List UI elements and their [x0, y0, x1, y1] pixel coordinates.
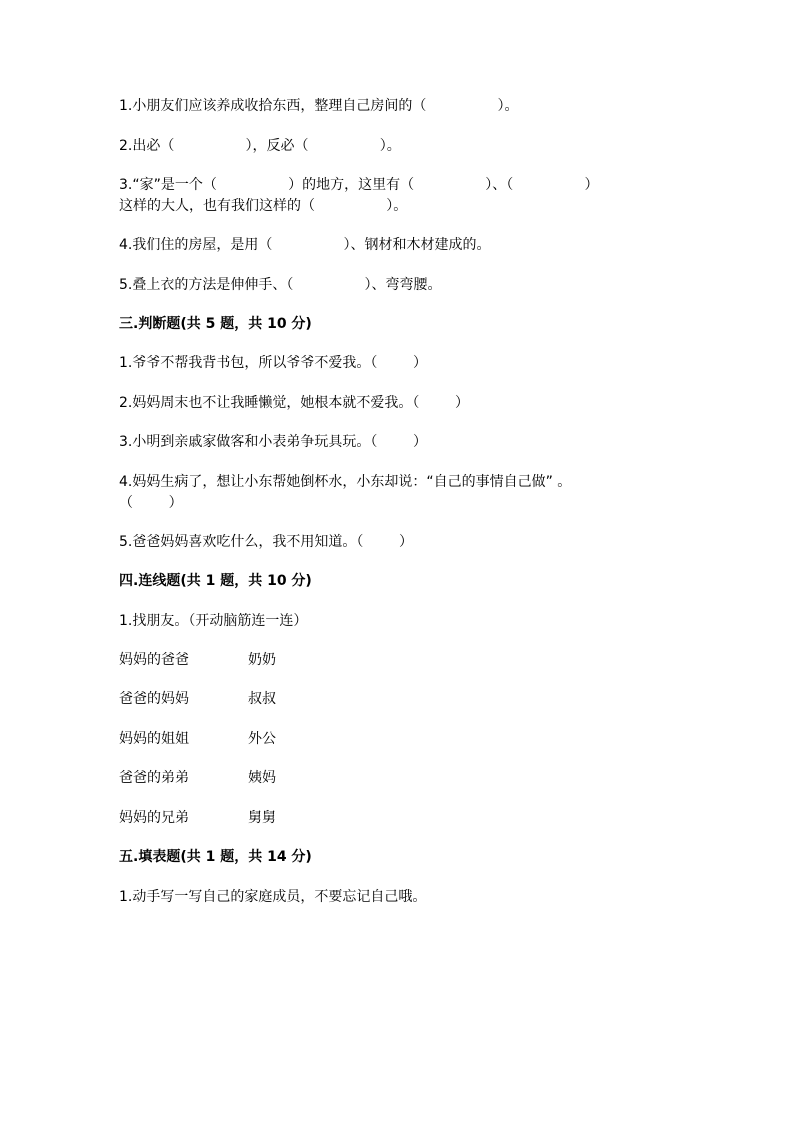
judge-question-5: 5.爸爸妈妈喜欢吃什么，我不用知道。（ ） [119, 534, 413, 550]
fill-blank-question-4: 4.我们住的房屋，是用（ ）、钢材和木材建成的。 [119, 237, 491, 253]
judge-question-1: 1.爷爷不帮我背书包，所以爷爷不爱我。（ ） [119, 355, 427, 371]
match-left-item: 妈妈的姐姐 [119, 731, 189, 747]
match-right-item: 姨妈 [248, 770, 276, 786]
match-left-item: 爸爸的妈妈 [119, 691, 189, 707]
match-left-item: 妈妈的兄弟 [119, 810, 189, 826]
judge-question-4-line-2: （ ） [119, 495, 183, 511]
fill-blank-question-5: 5.叠上衣的方法是伸伸手、（ ）、弯弯腰。 [119, 277, 442, 293]
match-question: 1.找朋友。（开动脑筋连一连） [119, 613, 308, 629]
table-question: 1.动手写一写自己的家庭成员，不要忘记自己哦。 [119, 889, 427, 905]
fill-blank-question-1: 1.小朋友们应该养成收拾东西，整理自己房间的（ ）。 [119, 98, 519, 114]
match-section-heading: 四.连线题(共 1 题，共 10 分) [119, 573, 312, 589]
match-right-item: 奶奶 [248, 652, 276, 668]
fill-blank-question-2: 2.出必（ ），反必（ ）。 [119, 138, 401, 154]
judge-question-4-line-1: 4.妈妈生病了，想让小东帮她倒杯水，小东却说：“自己的事情自己做” 。 [119, 474, 572, 490]
fill-blank-question-3-line-1: 3.“家”是一个（ ）的地方，这里有（ ）、（ ） [119, 177, 599, 193]
match-right-item: 舅舅 [248, 810, 276, 826]
fill-blank-question-3-line-2: 这样的大人，也有我们这样的（ ）。 [119, 198, 408, 214]
judge-question-2: 2.妈妈周末也不让我睡懒觉，她根本就不爱我。（ ） [119, 395, 469, 411]
judge-question-3: 3.小明到亲戚家做客和小表弟争玩具玩。（ ） [119, 434, 427, 450]
match-right-item: 外公 [248, 731, 276, 747]
judge-section-heading: 三.判断题(共 5 题，共 10 分) [119, 316, 312, 332]
match-left-item: 妈妈的爸爸 [119, 652, 189, 668]
match-right-item: 叔叔 [248, 691, 276, 707]
match-left-item: 爸爸的弟弟 [119, 770, 189, 786]
table-section-heading: 五.填表题(共 1 题，共 14 分) [119, 849, 312, 865]
